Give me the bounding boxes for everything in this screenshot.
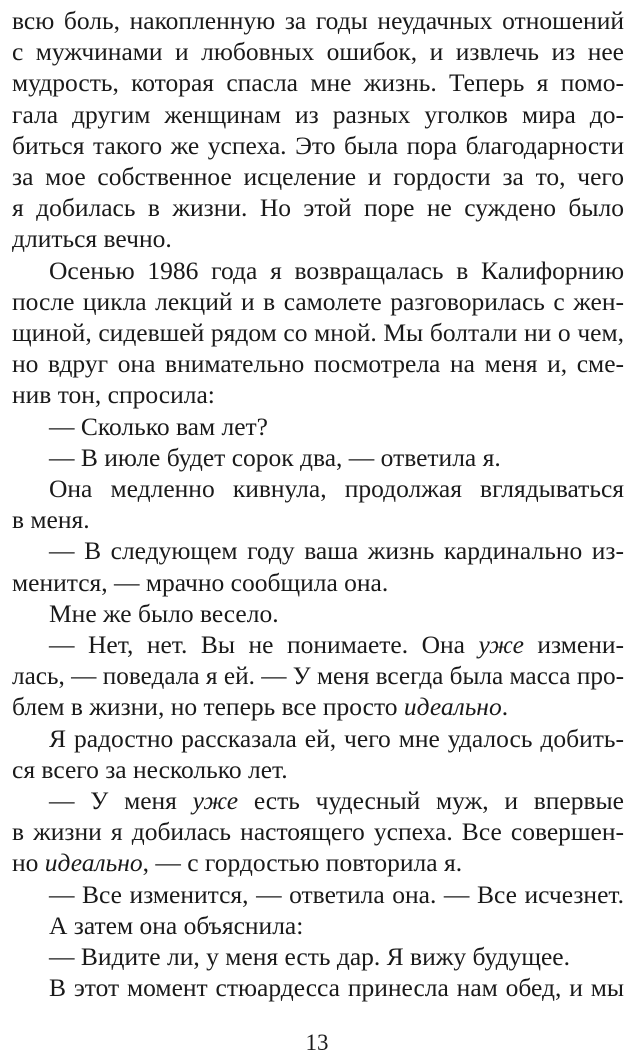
text-line: — Все изменится, — ответила она. — Все исчезнет. [49, 879, 624, 909]
text-line: Осенью 1986 года я возвращалась в Калифорнию [49, 255, 624, 285]
text-line: — Нет, нет. Вы не понимаете. Она уже измени- [49, 630, 624, 659]
text-line: А затем она объяснила: [49, 910, 304, 940]
text-line: Она медленно кивнула, продолжая вглядываться [49, 474, 624, 503]
text-line: но вдруг она внимательно посмотрела на меня и, сме- [12, 349, 624, 379]
text-line: за мое собственное исцеление и гордости за то, чего [12, 162, 624, 191]
text-line: длиться вечно. [12, 224, 172, 254]
text-line: в меня. [12, 505, 90, 535]
text-line: В этот момент стюардесса принесла нам обед, и мы [49, 973, 624, 1003]
text-line: но идеально, — с гордостью повторила я. [12, 848, 463, 878]
text-line: мудрость, которая спасла мне жизнь. Теперь я помо- [12, 68, 624, 98]
page-number: 13 [305, 1030, 329, 1055]
text-line: Мне же было весело. [49, 598, 279, 628]
text-line: блем в жизни, но теперь все просто идеально. [12, 692, 509, 722]
text-line: — В следующем году ваша жизнь кардинально из- [49, 536, 624, 566]
text-line: ся всего за несколько лет. [12, 754, 288, 784]
text-line: всю боль, накопленную за годы неудачных отношений [12, 6, 624, 35]
text-line: Я радостно рассказала ей, чего мне удалось добить- [49, 723, 624, 753]
text-line: — Видите ли, у меня есть дар. Я вижу будущее. [49, 942, 570, 971]
text-line: — У меня уже есть чудесный муж, и впервые [49, 786, 624, 815]
text-line: нив тон, спросила: [12, 380, 215, 410]
text-line: в жизни я добилась настоящего успеха. Все совершен- [12, 817, 624, 847]
text-line: менится, — мрачно сообщила она. [12, 567, 389, 597]
text-line: щиной, сидевшей рядом со мной. Мы болтали ни о чем, [12, 318, 624, 347]
text-line: биться такого же успеха. Это была пора благодарности [12, 130, 624, 160]
text-line: лась, — поведала я ей. — У меня всегда была масса про- [12, 662, 624, 691]
text-line: я добилась в жизни. Но этой поре не суждено было [12, 193, 624, 223]
text-line: гала другим женщинам из разных уголков мира до- [12, 99, 624, 129]
text-line: после цикла лекций и в самолете разговорилась с жен- [12, 286, 624, 316]
text-line: — Сколько вам лет? [49, 411, 269, 441]
text-line: с мужчинами и любовных ошибок, и извлечь из нее [12, 37, 624, 67]
text-line: — В июле будет сорок два, — ответила я. [49, 442, 501, 472]
